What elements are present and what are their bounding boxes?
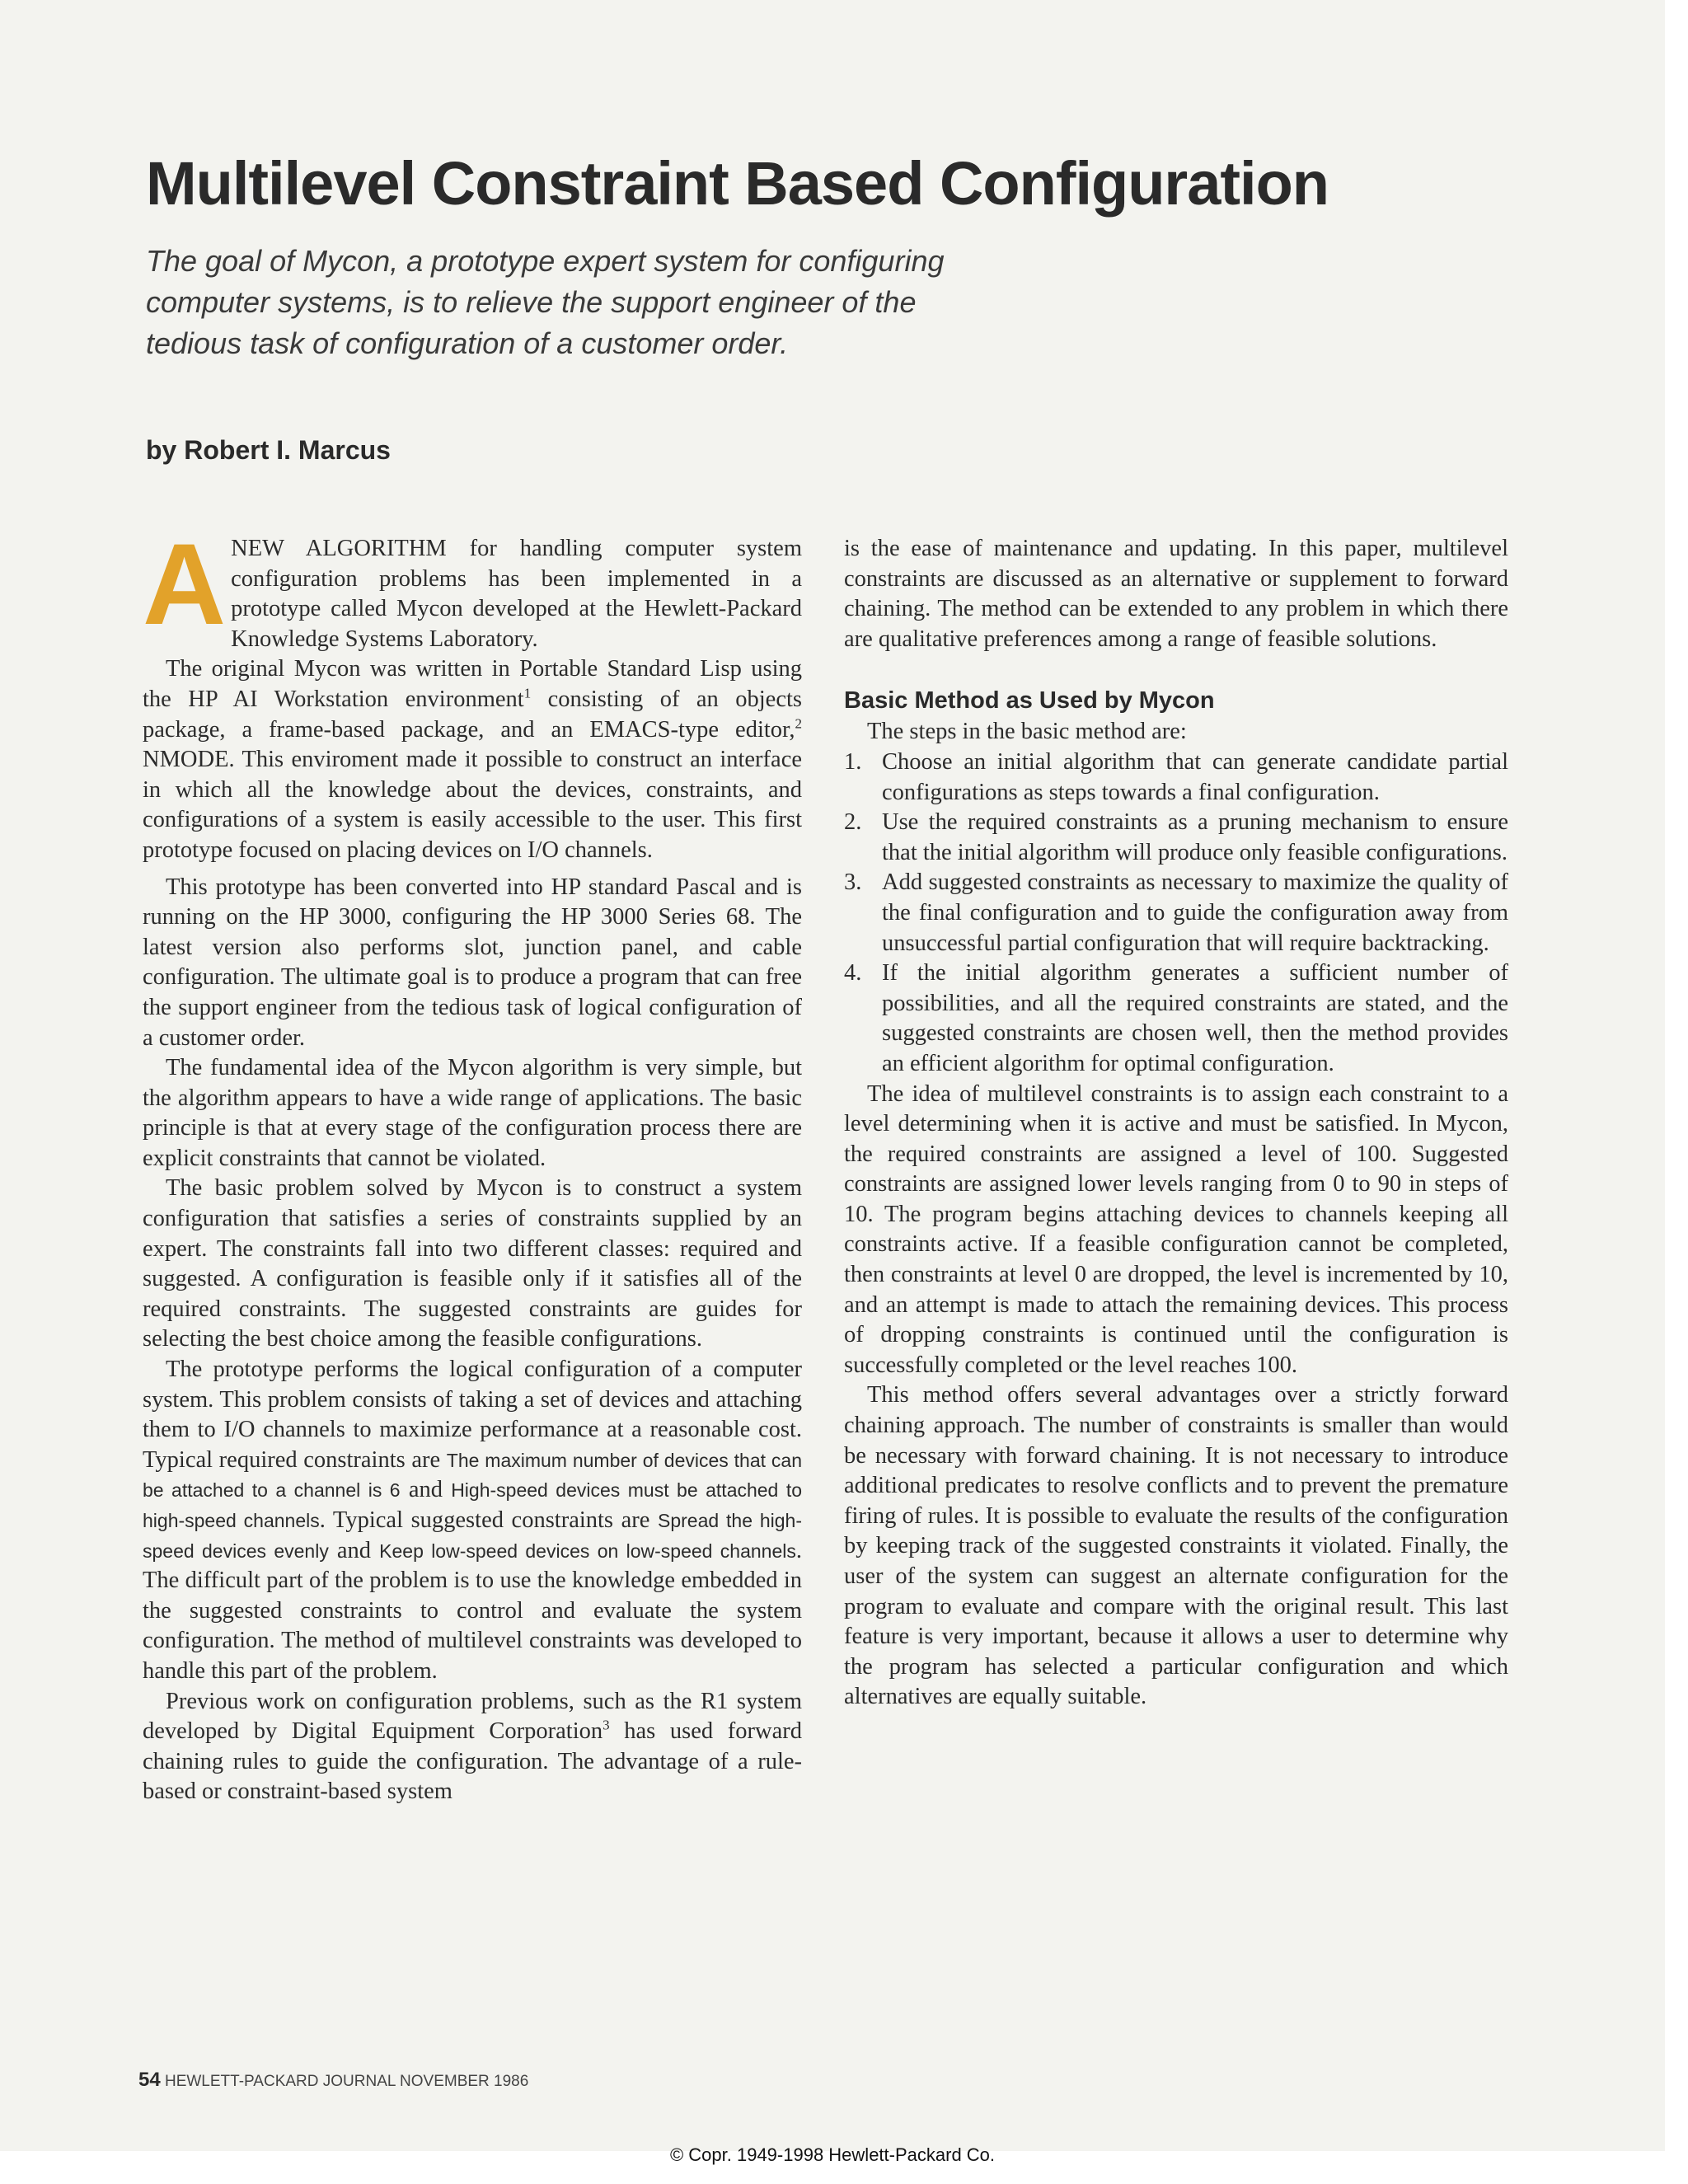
right-column — [844, 534, 1508, 1713]
paragraph: This prototype has been converted into HP standard Pascal and is running on the HP 3000, configuring the HP 3000 Series 68. The latest version also performs slot, junction panel, and cable configuration. The ultimate goal is to produce a program that can free the support engineer from the tedious task of logical configuration of a customer order. — [143, 874, 802, 1051]
constraint-example: Spread the high-speed devices evenly — [143, 1510, 802, 1562]
paragraph — [143, 1355, 802, 1687]
constraint-example: Keep low-speed devices on low-speed channels — [379, 1540, 796, 1562]
list-number: 3. — [844, 869, 862, 896]
paragraph: is the ease of maintenance and updating. In this paper, multilevel constraints are discussed as an alternative or supplement to forward chaining. The method can be extended to any problem in which there are qualitative preferences among a range of feasible solutions. — [844, 536, 1508, 652]
list-item-text: Use the required constraints as a pruning mechanism to ensure that the initial algorithm will produce only feasible configurations. — [882, 809, 1508, 865]
article-subtitle: The goal of Mycon, a prototype expert system for configuring computer systems, is to relieve the support engineer of the tedious task of configuration of a customer order. — [146, 244, 945, 360]
paragraph: The steps in the basic method are: — [867, 719, 1187, 745]
paragraph — [143, 519, 802, 654]
paragraph-text: Previous work on configuration problems, such as the R1 system developed by Digital Equipment Corporation — [143, 1688, 802, 1745]
list-item-text: Choose an initial algorithm that can generate candidate partial configurations as steps towards a final configuration. — [882, 748, 1508, 805]
left-column — [143, 519, 803, 1807]
list-number: 2. — [844, 809, 862, 836]
list-item-text: Add suggested constraints as necessary to maximize the quality of the final configuration and to guide the configuration away from unsuccessful partial configuration that will require backtracking. — [882, 869, 1508, 956]
list-item-text: If the initial algorithm generates a sufficient number of possibilities, and all the required constraints are stated, and the suggested constraints are chosen well, then the method provides an efficient algorithm for optimal configuration. — [882, 960, 1508, 1076]
footnote-ref: 1 — [523, 685, 532, 701]
article-title: Multilevel Constraint Based Configuration — [146, 149, 1329, 218]
footnote-ref: 2 — [795, 715, 802, 732]
paragraph-text: . Typical suggested constraints are — [319, 1507, 658, 1533]
paragraph-text: The original Mycon was written in Portable Standard Lisp using the HP AI Workstation environment — [143, 656, 802, 712]
list-item — [844, 868, 1508, 958]
paragraph — [143, 1687, 802, 1807]
paragraph — [143, 654, 802, 865]
page-number: 54 — [138, 2069, 161, 2091]
paragraph: This method offers several advantages over a strictly forward chaining approach. The number of constraints is smaller than would be necessary with forward chaining. It is not necessary to introduce additional predicates to resolve conflicts and to prevent the premature firing of rules. It is possible to evaluate the results of the configuration by keeping track of the suggested constraints it violated. Finally, the user of the system can suggest an alternate configuration for the program to evaluate and compare with the original result. This last feature is very important, because it allows a user to determine why the program has selected a particular configuration and which alternatives are equally suitable. — [844, 1382, 1508, 1710]
section-heading: Basic Method as Used by Mycon — [844, 687, 1215, 715]
constraint-example: The maximum number of devices that can be attached to a channel is 6 — [143, 1449, 802, 1502]
copyright-notice: © Copr. 1949-1998 Hewlett-Packard Co. — [669, 2144, 996, 2165]
journal-name: HEWLETT-PACKARD JOURNAL NOVEMBER 1986 — [164, 2073, 529, 2090]
paragraph: The idea of multilevel constraints is to assign each constraint to a level determining when it is active and must be satisfied. In Mycon, the required constraints are assigned a level of 100. Suggested constraints are assigned lower levels ranging from 0 to 90 in steps of 10. The program begins attaching devices to channels keeping all constraints active. If a feasible configuration cannot be completed, then constraints at level 0 are dropped, the level is incremented by 10, and an attempt is made to attach the remaining devices. This process of dropping constraints is continued until the configuration is successfully completed or the level reaches 100. — [844, 1080, 1508, 1378]
paragraph-text: has used forward chaining rules to guide the configuration. The advantage of a rule-based or constraint-based system — [143, 1718, 803, 1805]
list-number: 1. — [844, 748, 862, 775]
drop-cap: A — [143, 519, 227, 649]
paragraph-text: . The difficult part of the problem is to use the knowledge embedded in the suggested constraints to control and evaluate the system configuration. The method of multilevel constraints was developed to handle this part of the problem. — [143, 1537, 802, 1684]
list-number: 4. — [844, 960, 862, 987]
list-item — [844, 808, 1508, 868]
page-footer — [138, 2069, 528, 2092]
steps-list — [844, 748, 1508, 1080]
paragraph-text: and — [328, 1537, 380, 1563]
paragraph-text: consisting of an objects package, a frame-based package, and an EMACS-type editor, — [143, 686, 802, 743]
paragraph-text: The prototype performs the logical configuration of a computer system. This problem consists of taking a set of devices and attaching them to I/O channels to maximize performance at a reasonable cost. Typical required constraints are — [143, 1357, 802, 1473]
constraint-example: High-speed devices must be attached to high-speed channels — [143, 1479, 803, 1531]
paragraph: The basic problem solved by Mycon is to construct a system configuration that satisfies a series of constraints supplied by an expert. The constraints fall into two different classes: required and suggested. A configuration is feasible only if it satisfies all of the required constraints. The suggested constraints are guides for selecting the best choice among the feasible configurations. — [143, 1175, 802, 1352]
list-item — [844, 748, 1508, 808]
paragraph-text: and — [400, 1477, 452, 1503]
article-byline: by Robert I. Marcus — [146, 435, 391, 465]
list-item — [844, 958, 1508, 1079]
paragraph-text: NMODE. This enviroment made it possible to construct an interface in which all the knowledge about the devices, constraints, and configurations of a system is easily accessible to the user. This first prototype focused on placing devices on I/O channels. — [143, 747, 802, 863]
paragraph: The fundamental idea of the Mycon algorithm is very simple, but the algorithm appears to have a wide range of applications. The basic principle is that at every stage of the configuration process there are explicit constraints that cannot be violated. — [143, 1055, 802, 1171]
paragraph-text: NEW ALGORITHM for handling computer system configuration problems has been implemented in a prototype called Mycon developed at the Hewlett-Packard Knowledge Systems Laboratory. — [231, 536, 802, 652]
footnote-ref: 3 — [603, 1717, 610, 1733]
